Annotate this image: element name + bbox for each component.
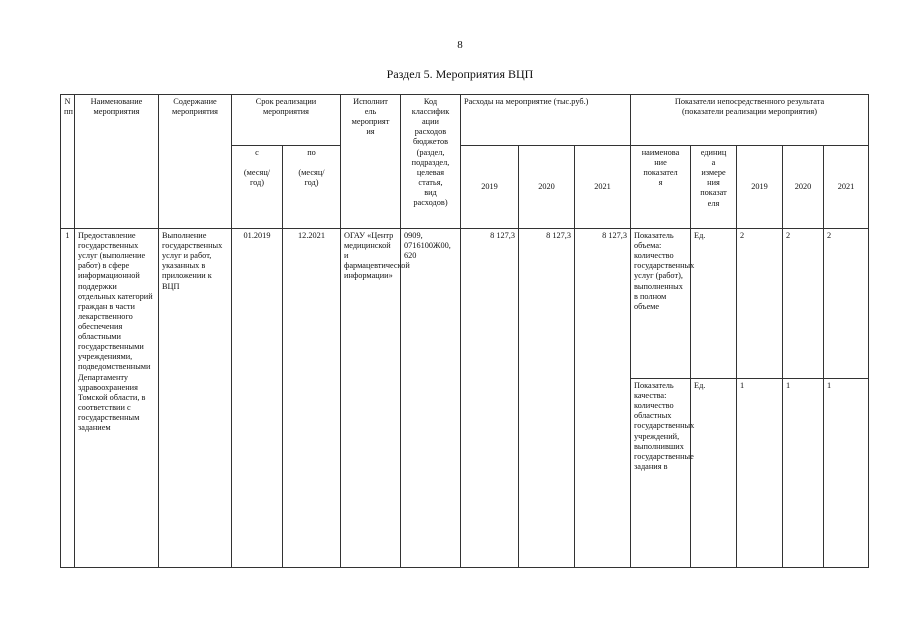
indicator-value: 2 [824,229,869,379]
indicator-name: Показатель объема: количество государственных услуг (работ), выполненных в полном объеме [631,229,691,379]
section-title: Раздел 5. Мероприятия ВЦП [386,67,534,81]
indicator-value: 2 [783,229,824,379]
header-period-from: с (месяц/ год) [232,146,283,229]
header-code: Код классифик ации расходов бюджетов (раздел, подраздел, целевая статья, вид расходов) [401,95,461,229]
activities-table [60,94,869,568]
table-row [61,229,869,379]
header-name: Наименование мероприятия [75,95,159,229]
indicator-unit: Ед. [691,379,737,568]
indicator-value: 2 [737,229,783,379]
page-number: 8 [457,39,463,51]
header-expense-year: 2019 [461,146,519,229]
header-indicators: Показатели непосредственного результата (показатели реализации мероприятия) [631,95,869,146]
header-indicator-name: наименова ние показател я [631,146,691,229]
row-name: Предоставление государственных услуг (выполнение работ) в сфере информационной поддержки отдельных категорий граждан в части лекарственного обеспечения областными государственными учреждениями, подведомственными Департаменту здравоохранения Томской области, в соответствии с государственным заданием [75,229,159,568]
row-period-from: 01.2019 [232,229,283,568]
header-num: N пп [61,95,75,229]
row-expense: 8 127,3 [461,229,519,568]
header-indicator-year: 2019 [737,146,783,229]
header-period-to: по (месяц/ год) [283,146,341,229]
header-indicator-year: 2020 [783,146,824,229]
indicator-value: 1 [783,379,824,568]
indicator-unit: Ед. [691,229,737,379]
row-num: 1 [61,229,75,568]
header-content: Содержание мероприятия [159,95,232,229]
row-period-to: 12.2021 [283,229,341,568]
row-expense: 8 127,3 [519,229,575,568]
row-executor: ОГАУ «Центр медицинской и фармацевтической информации» [341,229,401,568]
header-expense-year: 2020 [519,146,575,229]
header-period: Срок реализации мероприятия [232,95,341,146]
header-expense-year: 2021 [575,146,631,229]
header-expenses: Расходы на мероприятие (тыс.руб.) [461,95,631,146]
indicator-name: Показатель качества: количество областных государственных учреждений, выполнивших государственные задания в [631,379,691,568]
indicator-value: 1 [737,379,783,568]
header-indicator-year: 2021 [824,146,869,229]
row-code: 0909, 0716100Ж00, 620 [401,229,461,568]
header-indicator-unit: единиц а измере ния показат еля [691,146,737,229]
row-expense: 8 127,3 [575,229,631,568]
header-executor: Исполнит ель мероприят ия [341,95,401,229]
row-content: Выполнение государственных услуг и работ, указанных в приложении к ВЦП [159,229,232,568]
indicator-value: 1 [824,379,869,568]
